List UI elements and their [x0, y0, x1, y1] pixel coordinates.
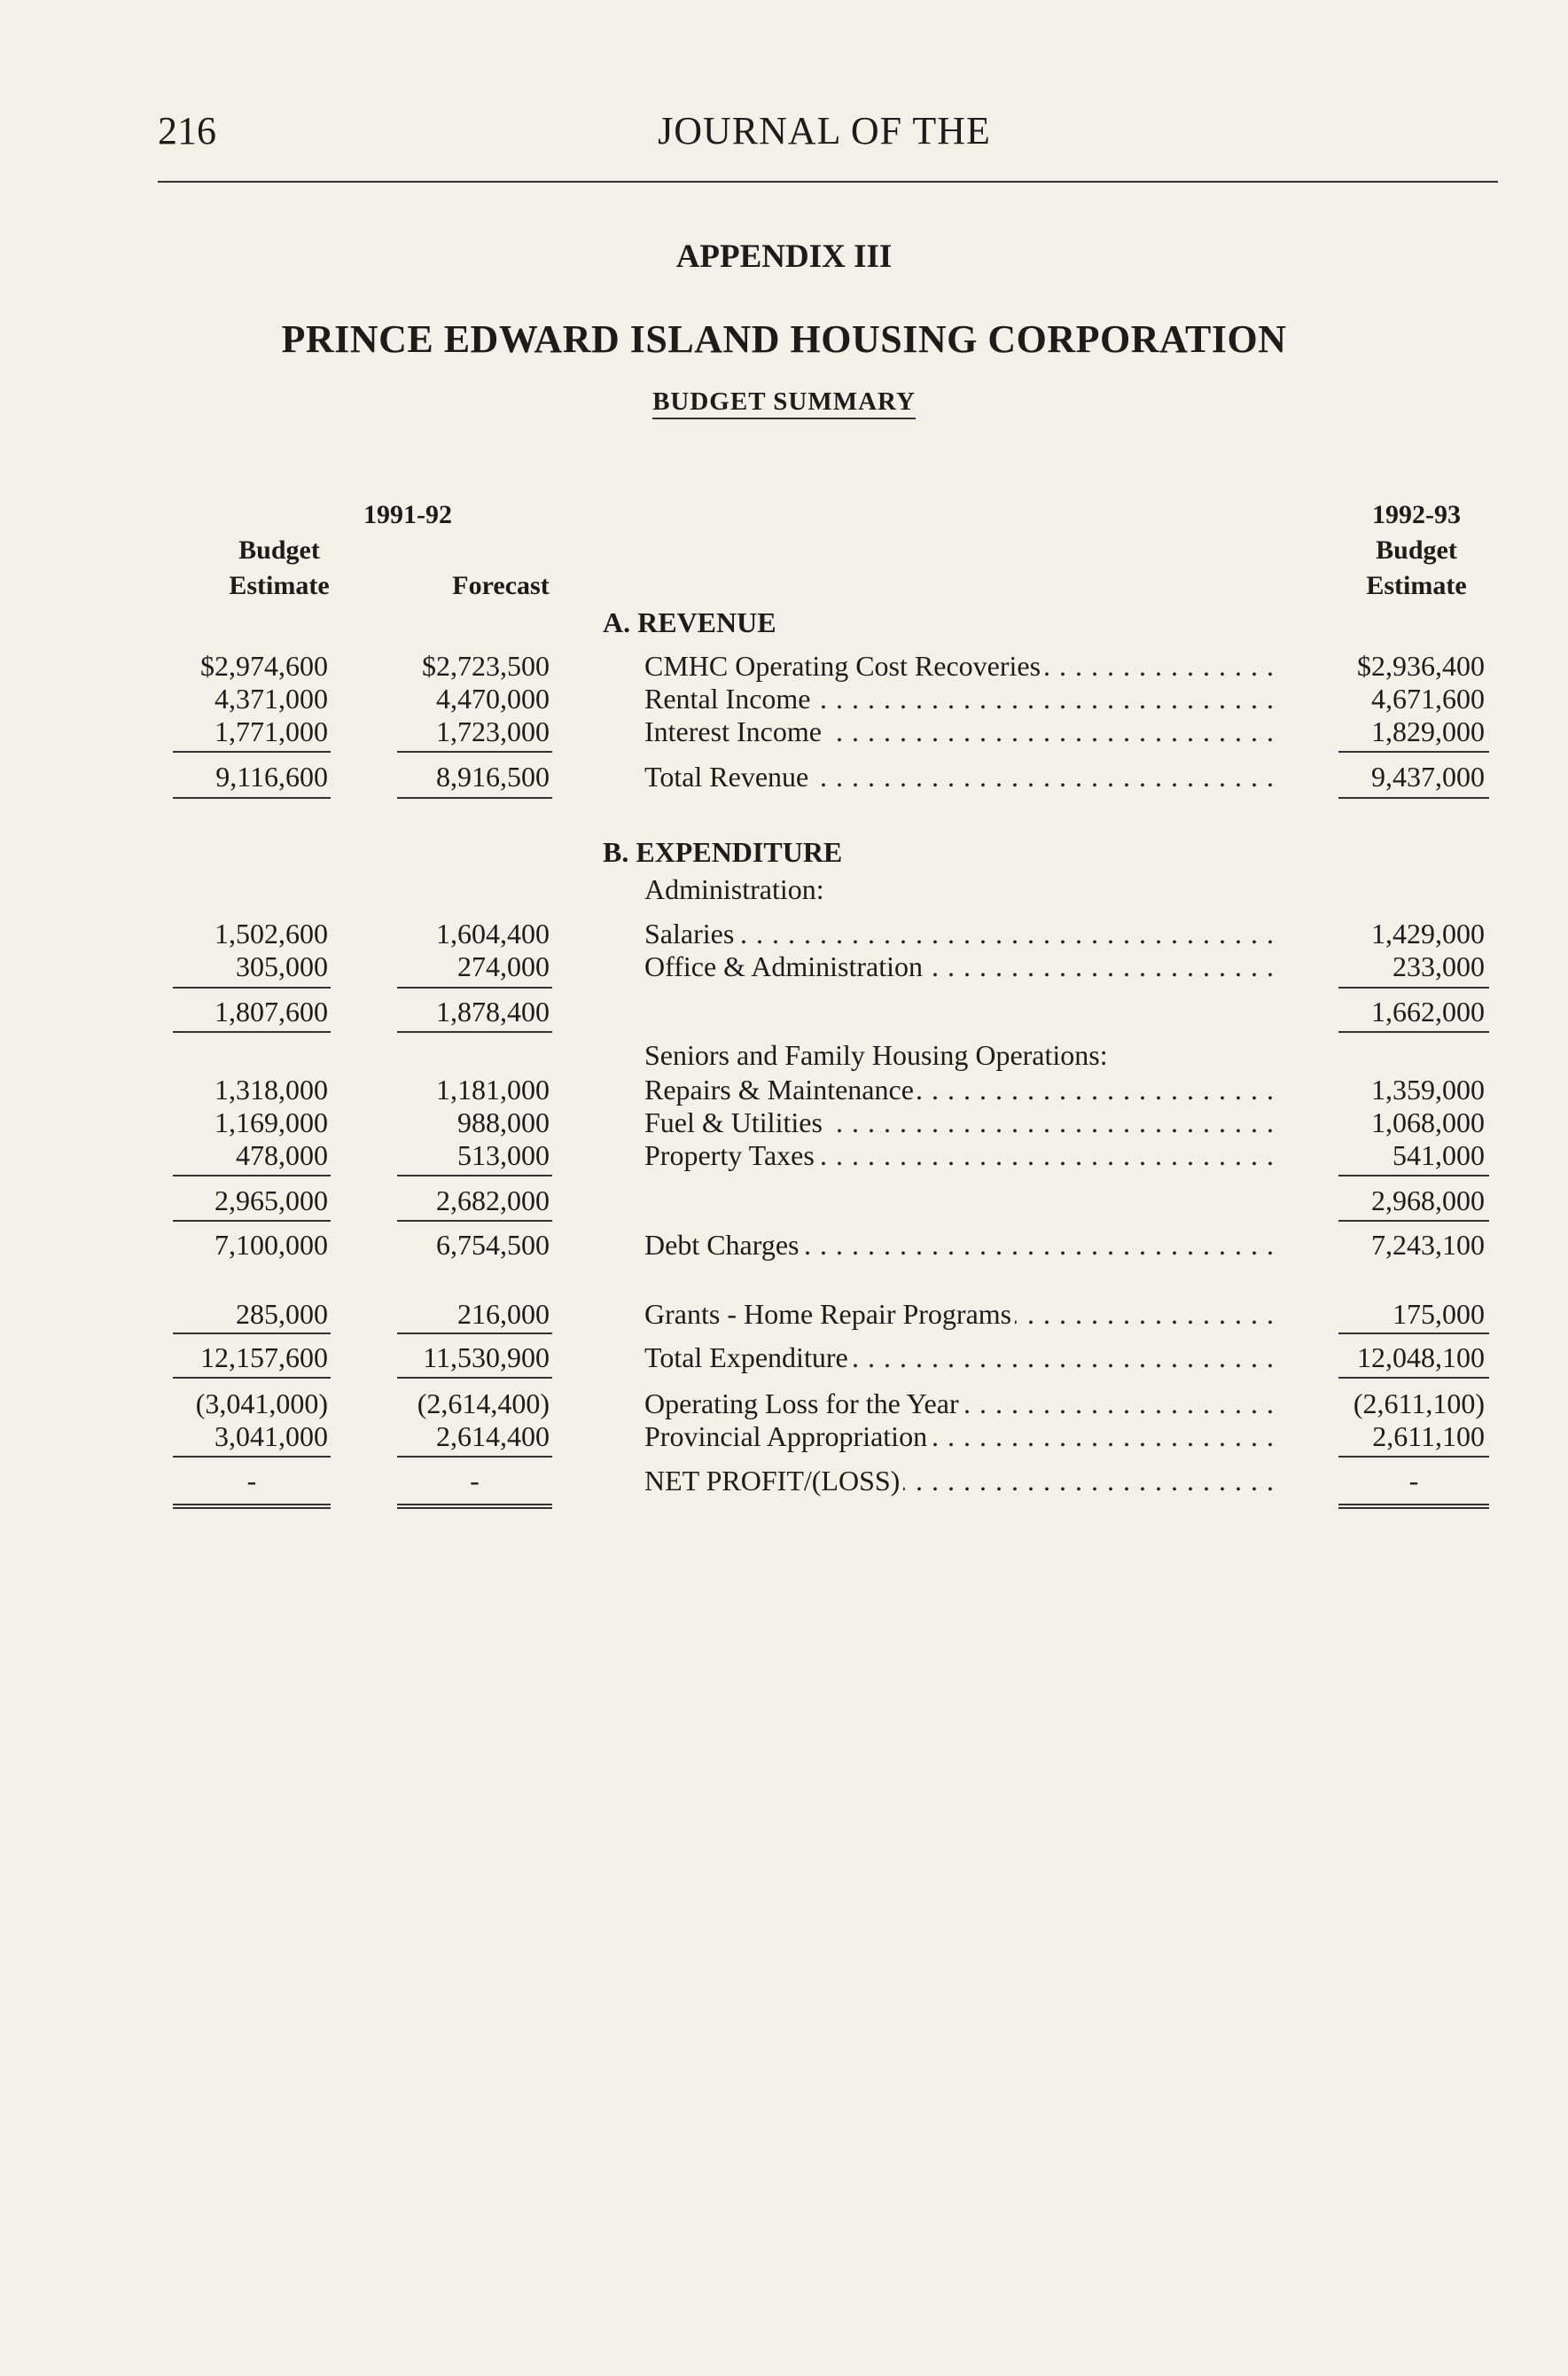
organization-title: PRINCE EDWARD ISLAND HOUSING CORPORATION [281, 317, 1287, 361]
subtotal-rule [173, 1456, 331, 1458]
table-row [0, 916, 1568, 951]
row-label: Operating Loss for the Year . . . [644, 1386, 1274, 1421]
row-label: Rental Income . . . [644, 681, 1274, 716]
final-double-rule [173, 1504, 331, 1509]
subtotal-rule [1338, 1031, 1489, 1033]
provincial-appropriation-row [0, 1419, 1568, 1454]
forecast-value: 988,000 [457, 1106, 550, 1138]
subtotal-rule [1338, 1333, 1489, 1334]
subtotal-rule [397, 1456, 552, 1458]
subtotal-rule [397, 751, 552, 753]
subtotal-rule [173, 751, 331, 753]
subtotal-rule [173, 1175, 331, 1176]
budget-value: 4,371,000 [215, 683, 328, 715]
forecast-value: 11,530,900 [423, 1341, 550, 1373]
subtotal-rule [173, 1031, 331, 1033]
revenue-section-heading: A. REVENUE [603, 606, 776, 638]
budget-value: (3,041,000) [195, 1387, 328, 1419]
header-estimate-current: Estimate [1366, 571, 1467, 600]
row-label: Total Expenditure . . . [644, 1340, 1274, 1375]
subtotal-rule [397, 1333, 552, 1334]
forecast-value: 2,682,000 [436, 1184, 550, 1216]
estimate-value: 9,437,000 [1371, 761, 1485, 793]
operating-loss-row [0, 1386, 1568, 1421]
forecast-value: 4,470,000 [436, 683, 550, 715]
row-label: Salaries . . . [644, 916, 1274, 951]
budget-value: 1,318,000 [215, 1074, 328, 1106]
forecast-value: $2,723,500 [422, 650, 550, 682]
subtitle-wrap [0, 387, 1568, 417]
forecast-value: 1,878,400 [436, 996, 550, 1028]
row-label: Office & Administration . . . [644, 949, 1274, 984]
header-forecast: Forecast [452, 571, 550, 600]
appendix-title: APPENDIX III [675, 238, 893, 275]
budget-value: 285,000 [236, 1298, 328, 1330]
budget-value: 12,157,600 [200, 1341, 328, 1373]
page-number: 216 [158, 109, 216, 152]
row-label: NET PROFIT/(LOSS) . . . [644, 1463, 1274, 1498]
row-label: Property Taxes . . . [644, 1137, 1274, 1173]
subtotal-rule [1338, 1220, 1489, 1222]
subtotal-rule [1338, 1377, 1489, 1379]
subtotal-rule [173, 1220, 331, 1222]
total-rule [397, 797, 552, 799]
subtotal-rule [397, 1175, 552, 1176]
expenditure-section-heading: B. EXPENDITURE [603, 836, 843, 868]
budget-value: 9,116,600 [215, 761, 328, 793]
debt-charges-row [0, 1227, 1568, 1262]
subtotal-rule [397, 1220, 552, 1222]
header-estimate-prior: Estimate [229, 571, 330, 600]
row-label: CMHC Operating Cost Recoveries . . . [644, 648, 1274, 684]
seniors-heading-row [0, 1037, 1568, 1073]
grants-row [0, 1296, 1568, 1332]
estimate-value: 1,829,000 [1371, 715, 1485, 747]
forecast-value: 274,000 [457, 950, 550, 982]
row-label: Repairs & Maintenance . . . [644, 1072, 1274, 1107]
row-label: Debt Charges . . . [644, 1227, 1274, 1262]
table-row [0, 681, 1568, 716]
subtotal-rule [397, 987, 552, 989]
row-label: Grants - Home Repair Programs . . . [644, 1296, 1274, 1332]
table-row [0, 1105, 1568, 1140]
table-row [0, 1137, 1568, 1173]
subtotal-rule [1338, 1456, 1489, 1458]
forecast-value: - [470, 1465, 480, 1497]
revenue-section-row [0, 605, 1568, 640]
table-row [0, 949, 1568, 984]
subtotal-rule [1338, 1175, 1489, 1176]
estimate-value: 541,000 [1392, 1139, 1485, 1171]
forecast-value: 6,754,500 [436, 1229, 550, 1261]
budget-value: 1,169,000 [215, 1106, 328, 1138]
estimate-value: (2,611,100) [1353, 1387, 1485, 1419]
subtotal-rule [173, 1333, 331, 1334]
estimate-value: 1,429,000 [1371, 918, 1485, 950]
estimate-value: 2,968,000 [1371, 1184, 1485, 1216]
estimate-value: 7,243,100 [1371, 1229, 1485, 1261]
row-label: Total Revenue . . . [644, 759, 1274, 794]
forecast-value: 8,916,500 [436, 761, 550, 793]
admin-subtotal-row [0, 994, 1568, 1029]
budget-value: 1,807,600 [215, 996, 328, 1028]
budget-value: 1,502,600 [215, 918, 328, 950]
header-year-prior: 1991-92 [363, 500, 452, 529]
forecast-value: (2,614,400) [417, 1387, 550, 1419]
table-row [0, 714, 1568, 749]
budget-value: 478,000 [236, 1139, 328, 1171]
estimate-value: 1,359,000 [1371, 1074, 1485, 1106]
budget-value: 3,041,000 [215, 1420, 328, 1452]
table-row [0, 648, 1568, 684]
budget-value: 1,771,000 [215, 715, 328, 747]
budget-value: 305,000 [236, 950, 328, 982]
total-expenditure-row [0, 1340, 1568, 1375]
header-year-current: 1992-93 [1372, 500, 1461, 529]
total-revenue-row [0, 759, 1568, 794]
row-label: Interest Income . . . [644, 714, 1274, 749]
row-label: Provincial Appropriation . . . [644, 1419, 1274, 1454]
forecast-value: 513,000 [457, 1139, 550, 1171]
expenditure-section-row [0, 834, 1568, 870]
header-budget-current: Budget [1376, 535, 1457, 565]
forecast-value: 1,723,000 [436, 715, 550, 747]
header-budget-prior: Budget [238, 535, 320, 565]
subtotal-rule [1338, 751, 1489, 753]
estimate-value: 12,048,100 [1357, 1341, 1485, 1373]
header-rule [158, 181, 1498, 183]
table-row [0, 1072, 1568, 1107]
final-double-rule [397, 1504, 552, 1509]
estimate-value: 1,662,000 [1371, 996, 1485, 1028]
final-double-rule [1338, 1504, 1489, 1509]
subtotal-rule [1338, 987, 1489, 989]
net-profit-loss-row [0, 1463, 1568, 1498]
subtotal-rule [397, 1031, 552, 1033]
estimate-value: $2,936,400 [1357, 650, 1485, 682]
forecast-value: 1,181,000 [436, 1074, 550, 1106]
budget-value: $2,974,600 [200, 650, 328, 682]
total-rule [1338, 797, 1489, 799]
seniors-subtotal-row [0, 1183, 1568, 1218]
total-rule [173, 797, 331, 799]
administration-heading: Administration: [644, 873, 824, 905]
budget-summary-subtitle: BUDGET SUMMARY [652, 387, 916, 419]
subtotal-rule [397, 1377, 552, 1379]
row-label: Fuel & Utilities . . . [644, 1105, 1274, 1140]
subtotal-rule [173, 987, 331, 989]
estimate-value: 4,671,600 [1371, 683, 1485, 715]
budget-value: 2,965,000 [215, 1184, 328, 1216]
budget-value: - [246, 1465, 257, 1497]
estimate-value: 1,068,000 [1371, 1106, 1485, 1138]
seniors-family-housing-heading: Seniors and Family Housing Operations: [644, 1039, 1108, 1071]
budget-value: 7,100,000 [215, 1229, 328, 1261]
forecast-value: 2,614,400 [436, 1420, 550, 1452]
estimate-value: - [1408, 1465, 1419, 1497]
running-head: JOURNAL OF THE [658, 109, 991, 152]
forecast-value: 216,000 [457, 1298, 550, 1330]
subtotal-rule [173, 1377, 331, 1379]
admin-heading-row [0, 871, 1568, 907]
estimate-value: 175,000 [1392, 1298, 1485, 1330]
estimate-value: 233,000 [1392, 950, 1485, 982]
forecast-value: 1,604,400 [436, 918, 550, 950]
estimate-value: 2,611,100 [1372, 1420, 1485, 1452]
